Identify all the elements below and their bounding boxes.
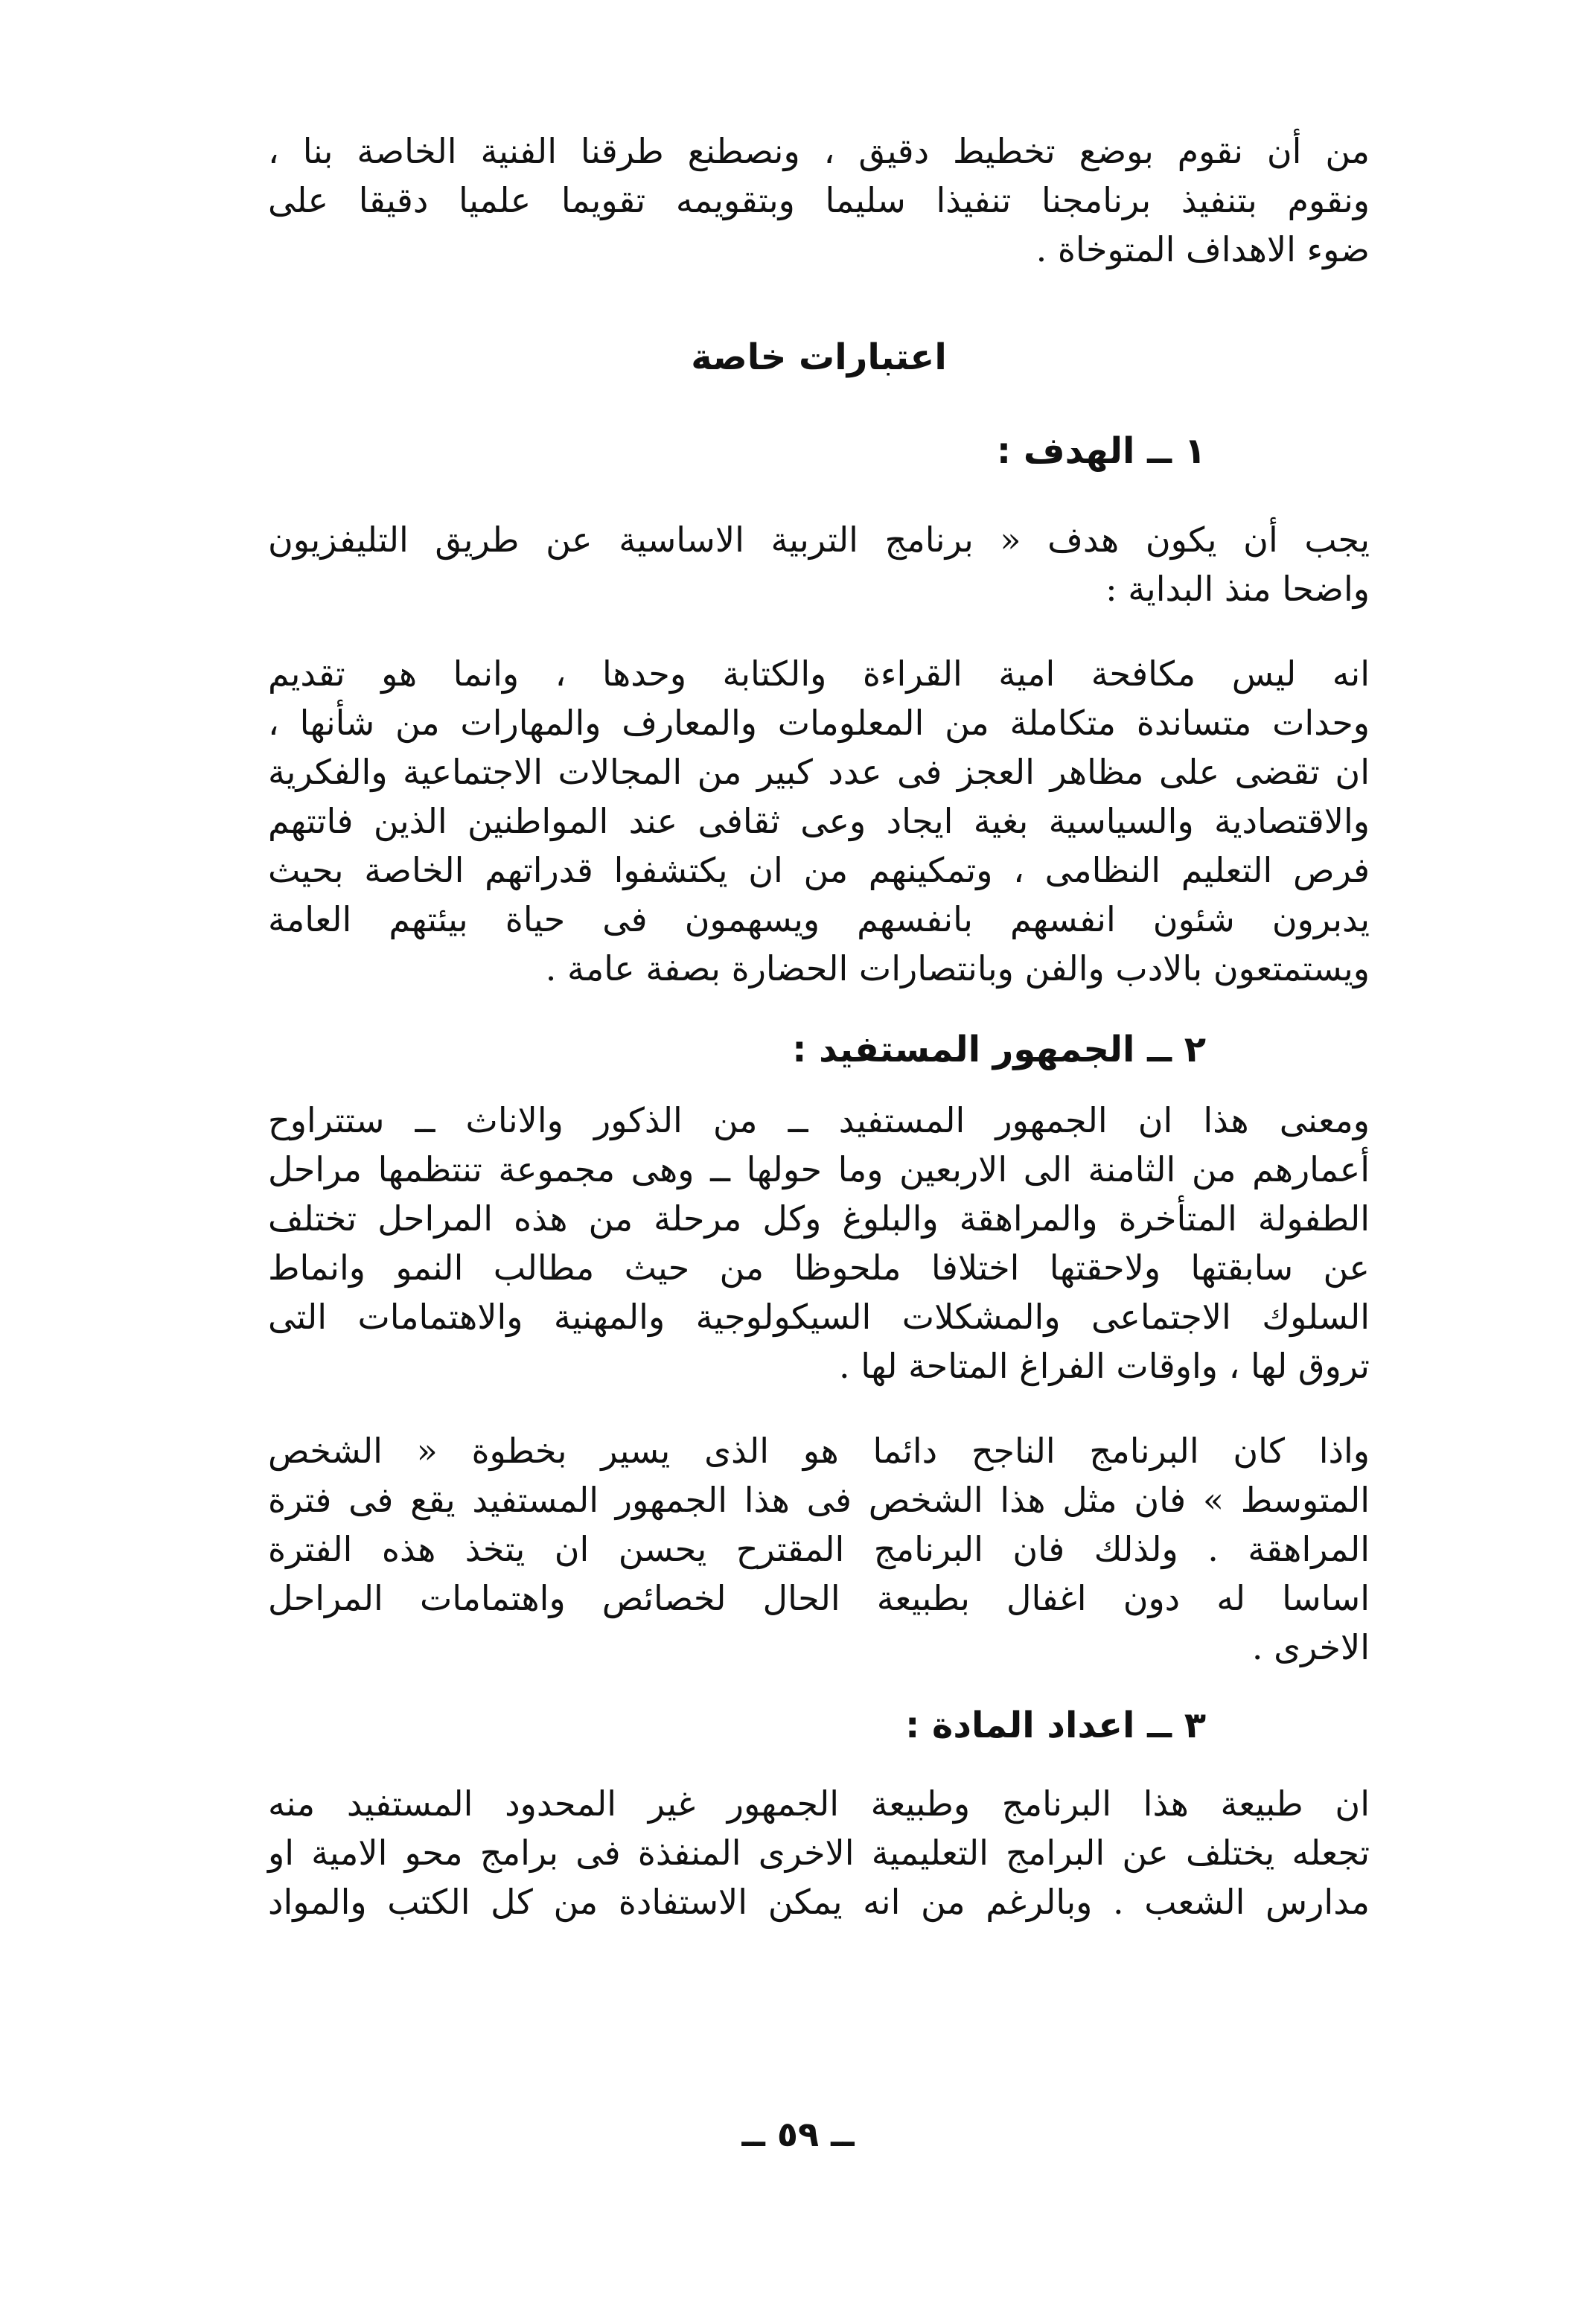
text-line: ان طبيعة هذا البرنامج وطبيعة الجمهور غير المحدود المستفيد منه bbox=[268, 1784, 1370, 1824]
text-line: انه ليس مكافحة امية القراءة والكتابة وحدها ، وانما هو تقديم bbox=[268, 654, 1370, 694]
section-heading-material: ٣ ــ اعداد المادة : bbox=[905, 1705, 1206, 1746]
text-line: من أن نقوم بوضع تخطيط دقيق ، ونصطنع طرقنا الفنية الخاصة بنا ، bbox=[268, 131, 1370, 171]
text-line: ضوء الاهداف المتوخاة . bbox=[1035, 229, 1370, 269]
paragraph bbox=[268, 515, 1370, 613]
section-heading-goal: ١ ــ الهدف : bbox=[996, 430, 1206, 472]
text-line: أعمارهم من الثامنة الى الاربعين وما حولها ــ وهى مجموعة تنتظمها مراحل bbox=[268, 1149, 1370, 1189]
text-line: والاقتصادية والسياسية بغية ايجاد وعى ثقافى عند المواطنين الذين فاتتهم bbox=[268, 801, 1370, 841]
paragraph bbox=[268, 1096, 1370, 1390]
text-line: ان تقضى على مظاهر العجز فى عدد كبير من المجالات الاجتماعية والفكرية bbox=[268, 752, 1370, 792]
text-line: تجعله يختلف عن البرامج التعليمية الاخرى المنفذة فى برامج محو الامية او bbox=[268, 1833, 1370, 1873]
text-line: يجب أن يكون هدف « برنامج التربية الاساسية عن طريق التليفزيون bbox=[268, 520, 1370, 560]
section-title: اعتبارات خاصة bbox=[691, 336, 947, 378]
text-line: اساسا له دون اغفال بطبيعة الحال لخصائص واهتمامات المراحل bbox=[268, 1578, 1370, 1618]
text-line: ومعنى هذا ان الجمهور المستفيد ــ من الذكور والاناث ــ ستتراوح bbox=[268, 1100, 1370, 1140]
text-line: ونقوم بتنفيذ برنامجنا تنفيذا سليما وبتقويمه تقويما علميا دقيقا على bbox=[268, 180, 1370, 220]
text-line: المراهقة . ولذلك فان البرنامج المقترح يحسن ان يتخذ هذه الفترة bbox=[268, 1529, 1370, 1569]
paragraph bbox=[268, 1426, 1370, 1672]
paragraph bbox=[268, 649, 1370, 993]
text-line: الطفولة المتأخرة والمراهقة والبلوغ وكل مرحلة من هذه المراحل تختلف bbox=[268, 1198, 1370, 1239]
text-line: السلوك الاجتماعى والمشكلات السيكولوجية والمهنية والاهتمامات التى bbox=[268, 1297, 1370, 1337]
text-line: المتوسط » فان مثل هذا الشخص فى هذا الجمهور المستفيد يقع فى فترة bbox=[268, 1480, 1370, 1520]
text-line: وحدات متساندة متكاملة من المعلومات والمعارف والمهارات من شأنها ، bbox=[268, 703, 1370, 743]
text-line: فرص التعليم النظامى ، وتمكينهم من ان يكتشفوا قدراتهم الخاصة بحيث bbox=[268, 850, 1370, 890]
intro-paragraph bbox=[268, 127, 1370, 274]
text-line: مدارس الشعب . وبالرغم من انه يمكن الاستفادة من كل الكتب والمواد bbox=[268, 1882, 1370, 1922]
section-heading-audience: ٢ ــ الجمهور المستفيد : bbox=[792, 1029, 1206, 1070]
text-line: ويستمتعون بالادب والفن وبانتصارات الحضارة بصفة عامة . bbox=[545, 948, 1370, 989]
text-line: واضحا منذ البداية : bbox=[1105, 569, 1370, 609]
page-body bbox=[268, 127, 1370, 1926]
paragraph bbox=[268, 1779, 1370, 1926]
page-number: ــ ٥٩ ــ bbox=[741, 2114, 855, 2154]
text-line: يدبرون شئون انفسهم بانفسهم ويسهمون فى حياة بيئتهم العامة bbox=[268, 899, 1370, 939]
text-line: الاخرى . bbox=[1251, 1627, 1370, 1667]
text-line: واذا كان البرنامج الناجح دائما هو الذى يسير بخطوة « الشخص bbox=[268, 1431, 1370, 1471]
text-line: تروق لها ، واوقات الفراغ المتاحة لها . bbox=[839, 1346, 1370, 1386]
text-line: عن سابقتها ولاحقتها اختلافا ملحوظا من حيث مطالب النمو وانماط bbox=[268, 1248, 1370, 1288]
